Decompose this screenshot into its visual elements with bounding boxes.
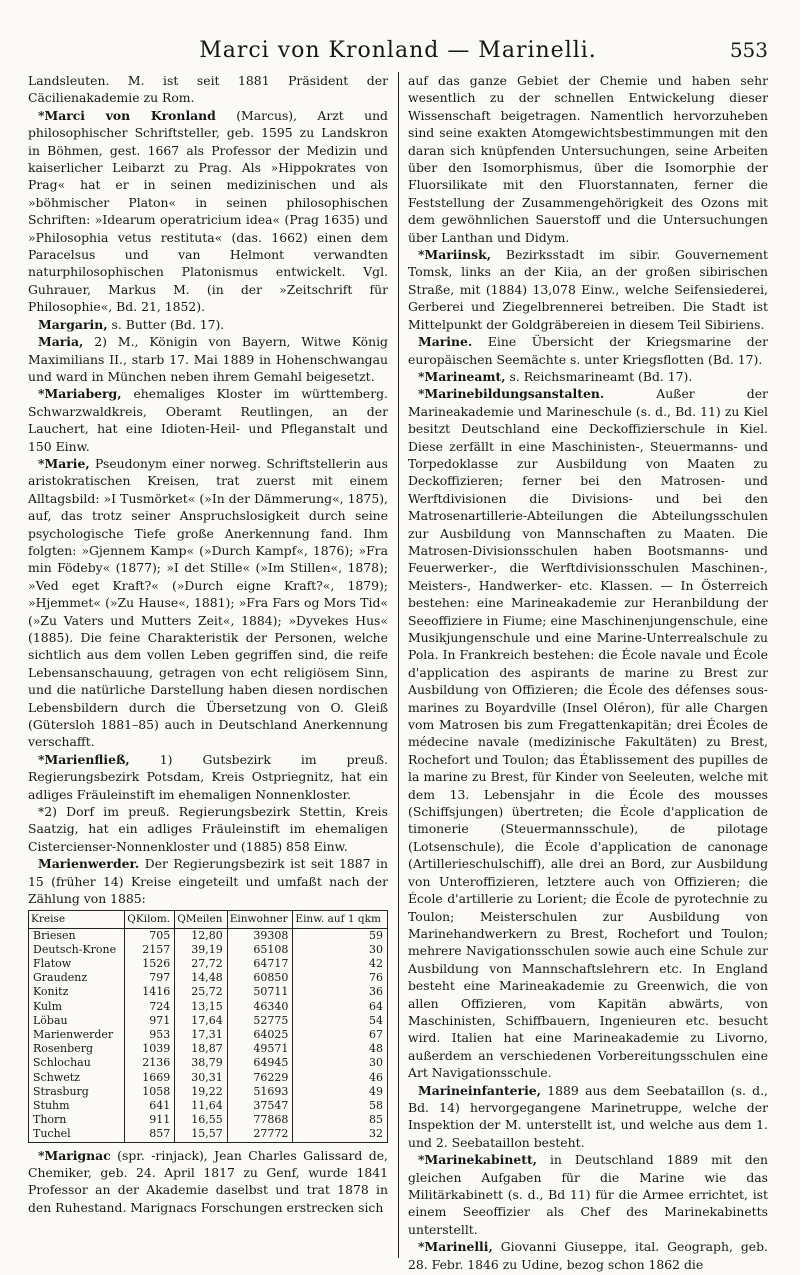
table-row	[29, 943, 388, 957]
table-cell: 17,31	[175, 1028, 228, 1042]
table-cell: 25,72	[175, 985, 228, 999]
table-cell: 64945	[227, 1056, 293, 1070]
entry-marine	[408, 333, 768, 368]
table-cell: 42	[293, 957, 388, 971]
headword: *Marinebildungsanstalten.	[418, 386, 605, 402]
running-title: Marci von Kronland — Marinelli.	[199, 38, 597, 63]
table-cell: 971	[125, 1014, 175, 1028]
table-cell: 953	[125, 1028, 175, 1042]
kreis-name-cell: Schlochau	[29, 1056, 125, 1070]
kreise-table	[28, 910, 388, 1143]
headword: *Marineamt,	[418, 368, 506, 384]
table-header-row	[29, 910, 388, 928]
table-cell: 77868	[227, 1113, 293, 1127]
page-header	[28, 38, 768, 68]
table-header-cell: Einw. auf 1 qkm	[293, 910, 388, 928]
headword: *Marie,	[38, 455, 90, 471]
entry-margarin	[28, 316, 388, 333]
table-cell: 32	[293, 1127, 388, 1142]
kreis-name-cell: Tuchel	[29, 1127, 125, 1142]
entry-marignac	[28, 1147, 388, 1217]
table-row	[29, 928, 388, 943]
kreis-name-cell: Flatow	[29, 957, 125, 971]
headword: *Marienfließ,	[38, 751, 130, 767]
table-cell: 85	[293, 1113, 388, 1127]
entry-body: 1) Gutsbezirk im preuß. Regierungsbezirk Potsdam, Kreis Ostpriegnitz, hat ein adliges Fräuleinstift im ehemaligen Nonnenkloster.	[28, 751, 388, 802]
headword: Marineinfanterie,	[418, 1082, 541, 1098]
table-cell: 911	[125, 1113, 175, 1127]
entry-marinekabinett	[408, 1151, 768, 1238]
entry-body: 1889 aus dem Seebataillon (s. d., Bd. 14) hervorgegangene Marinetruppe, welche der Inspektion der M. unterstellt ist, und welche aus dem 1. und 2. Seebataillon besteht.	[408, 1082, 768, 1150]
table-cell: 67	[293, 1028, 388, 1042]
headword: Marine.	[418, 334, 473, 350]
entry-body: Giovanni Giuseppe, ital. Geograph, geb. 28. Febr. 1846 zu Udine, bezog schon 1862 die	[408, 1239, 768, 1272]
table-cell: 48	[293, 1042, 388, 1056]
entry-body: ehemaliges Kloster im württemberg. Schwarzwaldkreis, Oberamt Reutlingen, an der Lauchert, hat eine Idioten-Heil- und Pfleganstalt und 150 Einw.	[28, 386, 388, 454]
table-cell: 1669	[125, 1071, 175, 1085]
table-cell: 1526	[125, 957, 175, 971]
table-cell: 18,87	[175, 1042, 228, 1056]
entry-body: (spr. -rinjack), Jean Charles Galissard de, Chemiker, geb. 24. April 1817 zu Genf, wurde 1841 Professor an der Akademie daselbst und trat 1878 in den Ruhestand. Marignacs Forschungen erstrecken sich	[28, 1147, 388, 1215]
table-cell: 49	[293, 1085, 388, 1099]
table-cell: 76	[293, 971, 388, 985]
table-header-cell: Kreise	[29, 910, 125, 928]
headword: *Marinelli,	[418, 1239, 493, 1255]
headword: *Mariaberg,	[38, 386, 122, 402]
table-cell: 64	[293, 1000, 388, 1014]
column-divider	[398, 72, 399, 1258]
kreis-name-cell: Graudenz	[29, 971, 125, 985]
table-cell: 13,15	[175, 1000, 228, 1014]
kreis-name-cell: Thorn	[29, 1113, 125, 1127]
table-row	[29, 957, 388, 971]
table-cell: 54	[293, 1014, 388, 1028]
entry-marineinfanterie	[408, 1082, 768, 1152]
entry-body: s. Reichsmarineamt (Bd. 17).	[509, 368, 693, 384]
headword: Marienwerder.	[38, 856, 140, 872]
table-cell: 76229	[227, 1071, 293, 1085]
table-row	[29, 1028, 388, 1042]
table-body	[29, 928, 388, 1142]
kreis-name-cell: Löbau	[29, 1014, 125, 1028]
entry-marienwerder	[28, 855, 388, 907]
entry-body: 2) M., Königin von Bayern, Witwe König Maximilians II., starb 17. Mai 1889 in Hohenschwangau und ward in München neben ihrem Gemahl beigesetzt.	[28, 334, 388, 384]
entry-marie	[28, 455, 388, 751]
table-header-cell: QKilom.	[125, 910, 175, 928]
table-cell: 30	[293, 1056, 388, 1070]
table-cell: 36	[293, 985, 388, 999]
entry-body: Pseudonym einer norweg. Schriftstellerin aus aristokratischen Kreisen, trat zuerst mit einem Alltagsbild: »I Tusmörket« (»In der Dämmerung«, 1875), auf, das trotz seiner Anspruchslosigkeit durch seine psychologische Tiefe große Anerkennung fand. Ihm folgten: »Gjennem Kamp« (»Durch Kampf«, 1876); »Fra min Födeby« (1877); »I det Stille« (»Im Stillen«, 1878); »Ved eget Kraft?« (»Durch eigne Kraft?«, 1879); »Hjemmet« (»Zu Hause«, 1881); »Fra Fars og Mors Tid« (»Zu Vaters und Mutters Zeit«, 1884); »Dyvekes Hus« (1885). Die feine Charakteristik der Personen, welche sichtlich aus dem vollen Leben gegriffen sind, die reife Lebensanschauung, getragen von echt religiösem Sinn, und die natürliche Darstellung haben diesen nordischen Lebensbildern durch die Übersetzung von O. Gleiß (Gütersloh 1881–85) auch in Deutschland Anerkennung verschafft.	[28, 455, 388, 750]
table-cell: 37547	[227, 1099, 293, 1113]
headword: *Marignac	[38, 1147, 111, 1163]
left-column	[28, 72, 388, 1262]
kreis-name-cell: Marienwerder	[29, 1028, 125, 1042]
kreis-name-cell: Stuhm	[29, 1099, 125, 1113]
table-row	[29, 1085, 388, 1099]
kreis-name-cell: Strasburg	[29, 1085, 125, 1099]
entry-body: Bezirksstadt im sibir. Gouvernement Tomsk, links an der Kiia, an der großen sibirischen Straße, mit (1884) 13,078 Einw., welche Seifensiederei, Gerberei und Ziegelbrennerei betreiben. Die Stadt ist Mittelpunkt der Goldgräbereien in diesem Teil Sibiriens.	[408, 247, 768, 332]
kreis-name-cell: Schwetz	[29, 1071, 125, 1085]
table-cell: 46	[293, 1071, 388, 1085]
entry-marienfliess	[28, 751, 388, 803]
paragraph: Landsleuten. M. ist seit 1881 Präsident der Cäcilienakademie zu Rom.	[28, 73, 388, 106]
paragraph: auf das ganze Gebiet der Chemie und haben sehr wesentlich zu der schnellen Entwickelung dieser Wissenschaft beigetragen. Namentlich hervorzuheben sind seine exakten Atomgewichtsbestimmungen mit den daran sich knüpfenden Untersuchungen, seine Arbeiten über den Isomorphismus, über die Isomorphie der Fluorsilikate mit den Fluorstannaten, ferner die Feststellung der Zusammengehörigkeit des Ozons mit dem gewöhnlichen Sauerstoff und die Untersuchungen über Lanthan und Didym.	[408, 73, 768, 245]
kreis-name-cell: Konitz	[29, 985, 125, 999]
headword: Margarin,	[38, 316, 108, 332]
table-cell: 12,80	[175, 928, 228, 943]
table-cell: 2136	[125, 1056, 175, 1070]
entry-body: Der Regierungsbezirk ist seit 1887 in 15 (früher 14) Kreise eingeteilt und umfaßt nach der Zählung von 1885:	[28, 856, 388, 907]
table-cell: 30	[293, 943, 388, 957]
table-cell: 797	[125, 971, 175, 985]
table-cell: 16,55	[175, 1113, 228, 1127]
entry-body: Außer der Marineakademie und Marineschule (s. d., Bd. 11) zu Kiel besitzt Deutschland eine Deckoffizierschule in Kiel. Diese zerfällt in eine Maschinisten-, Steuermanns- und Torpedoklasse zur Ausbildung von Maaten zu Deckoffizieren; ferner bei den Matrosen- und Werftdivisionen die Divisions- und bei den Matrosenartillerie-Abteilungen die Abteilungsschulen zur Ausbildung von Mannschaften zu Maaten. Die Matrosen-Divisionsschulen haben Bootsmanns- und Feuerwerker-, die Werftdivisionsschulen Maschinen-, Meisters-, Handwerker- etc. Klassen. — In Österreich bestehen: eine Marineakademie zur Heranbildung der Seeoffiziere in Fiume; eine Maschinenjungenschule, eine Musikjungenschule und eine Marine-Unterrealschule zu Pola. In Frankreich bestehen: die École navale und École d'application des aspirants de marine zu Brest zur Ausbildung von Offizieren; die École des défenses sous-marines zu Boyardville (Insel Oléron), für alle Chargen vom Matrosen bis zum Fregattenkapitän; drei Écoles de médecine navale (medizinische Fakultäten) zu Brest, Rochefort und Toulon; das Établissement des pupilles de la marine zu Brest, für Kinder von Seeleuten, welche mit dem 13. Lebensjahr in die École des mousses (Schiffsjungen) übertreten; die École d'application de timonerie (Steuermannsschule), de pilotage (Lotsenschule), die École d'application de canonage (Artillerieschulschiff), alle drei an Bord, zur Ausbildung von Unteroffizieren, letztere auch von Offizieren; die École d'artillerie zu Lorient; die École de pyrotechnie zu Toulon; Meisterschulen zur Ausbildung von Marinehandwerkern zu Brest, Rochefort und Toulon; mehrere Navigationsschulen sowie auch eine Schule zur Ausbildung von Mannschaftslehrern etc. In England besteht eine Marineakademie zu Greenwich, die von allen Offizieren, vom Kapitän abwärts, von Maschinisten, Schiffbauern, Ingenieuren etc. besucht wird. Italien hat eine Marineakademie zu Livorno, außerdem an verschiedenen Vorbereitungsschulen eine Art Navigationsschule.	[408, 386, 768, 1081]
headword: *Marci von Kronland	[38, 107, 216, 123]
table-cell: 1416	[125, 985, 175, 999]
table-cell: 11,64	[175, 1099, 228, 1113]
table-row	[29, 1042, 388, 1056]
kreis-name-cell: Briesen	[29, 928, 125, 943]
table-cell: 2157	[125, 943, 175, 957]
table-cell: 27772	[227, 1127, 293, 1142]
table-cell: 52775	[227, 1014, 293, 1028]
entry-body: in Deutschland 1889 mit den gleichen Aufgaben für die Marine wie das Militärkabinett (s. d., Bd 11) für die Armee errichtet, ist einem Seeoffizier als Chef des Marinekabinetts unterstellt.	[408, 1152, 768, 1237]
table-row	[29, 971, 388, 985]
table-cell: 17,64	[175, 1014, 228, 1028]
table-header-cell: QMeilen	[175, 910, 228, 928]
table-row	[29, 1113, 388, 1127]
table-cell: 30,31	[175, 1071, 228, 1085]
table-cell: 49571	[227, 1042, 293, 1056]
table-cell: 705	[125, 928, 175, 943]
entry-maria	[28, 333, 388, 385]
kreis-name-cell: Rosenberg	[29, 1042, 125, 1056]
table-cell: 19,22	[175, 1085, 228, 1099]
entry-marinebildungsanstalten	[408, 385, 768, 1081]
entry-marienfliess-2: *2) Dorf im preuß. Regierungsbezirk Stettin, Kreis Saatzig, hat ein adliges Fräuleinstift im ehemaligen Cistercienser-Nonnenkloster und (1885) 858 Einw.	[28, 804, 388, 854]
entry-body: s. Butter (Bd. 17).	[111, 316, 225, 332]
kreis-name-cell: Kulm	[29, 1000, 125, 1014]
table-row	[29, 1127, 388, 1142]
page-number: 553	[729, 38, 768, 62]
table-cell: 46340	[227, 1000, 293, 1014]
entry-marinelli	[408, 1238, 768, 1273]
entry-marci	[28, 107, 388, 316]
headword: *Marinekabinett,	[418, 1152, 537, 1168]
table-cell: 64025	[227, 1028, 293, 1042]
table-cell: 724	[125, 1000, 175, 1014]
kreis-name-cell: Deutsch-Krone	[29, 943, 125, 957]
table-cell: 38,79	[175, 1056, 228, 1070]
table-cell: 58	[293, 1099, 388, 1113]
table-cell: 857	[125, 1127, 175, 1142]
table-header-cell: Einwohner	[227, 910, 293, 928]
table-cell: 14,48	[175, 971, 228, 985]
table-cell: 39308	[227, 928, 293, 943]
table-cell: 641	[125, 1099, 175, 1113]
table-cell: 50711	[227, 985, 293, 999]
entry-mariaberg	[28, 385, 388, 455]
table-cell: 15,57	[175, 1127, 228, 1142]
table-cell: 39,19	[175, 943, 228, 957]
table-cell: 60850	[227, 971, 293, 985]
entry-marineamt	[408, 368, 768, 385]
table-row	[29, 985, 388, 999]
table-cell: 27,72	[175, 957, 228, 971]
table-cell: 59	[293, 928, 388, 943]
right-column	[408, 72, 768, 1272]
table-cell: 1058	[125, 1085, 175, 1099]
headword: Maria,	[38, 334, 84, 350]
table-row	[29, 1071, 388, 1085]
entry-mariinsk	[408, 246, 768, 333]
headword: *Mariinsk,	[418, 247, 492, 263]
entry-body: Eine Übersicht der Kriegsmarine der europäischen Seemächte s. unter Kriegsflotten (Bd. 17).	[408, 334, 768, 367]
table-cell: 1039	[125, 1042, 175, 1056]
table-row	[29, 1099, 388, 1113]
table-cell: 51693	[227, 1085, 293, 1099]
table-cell: 64717	[227, 957, 293, 971]
table-row	[29, 1014, 388, 1028]
entry-body: (Marcus), Arzt und philosophischer Schriftsteller, geb. 1595 zu Landskron in Böhmen, gest. 1667 als Professor der Medizin und kaiserlicher Leibarzt zu Prag. Als »Hippokrates von Prag« hat er in seinen medizinischen und als »böhmischer Platon« in seinen philosophischen Schriften: »Idearum operatricium idea« (Prag 1635) und »Philosophia vetus restituta« (das. 1662) einen dem Paracelsus und van Helmont verwandten naturphilosophischen Platonismus entwickelt. Vgl. Guhrauer, Markus M. (in der »Zeitschrift für Philosophie«, Bd. 21, 1852).	[28, 107, 388, 315]
table-cell: 65108	[227, 943, 293, 957]
table-row	[29, 1056, 388, 1070]
table-row	[29, 1000, 388, 1014]
